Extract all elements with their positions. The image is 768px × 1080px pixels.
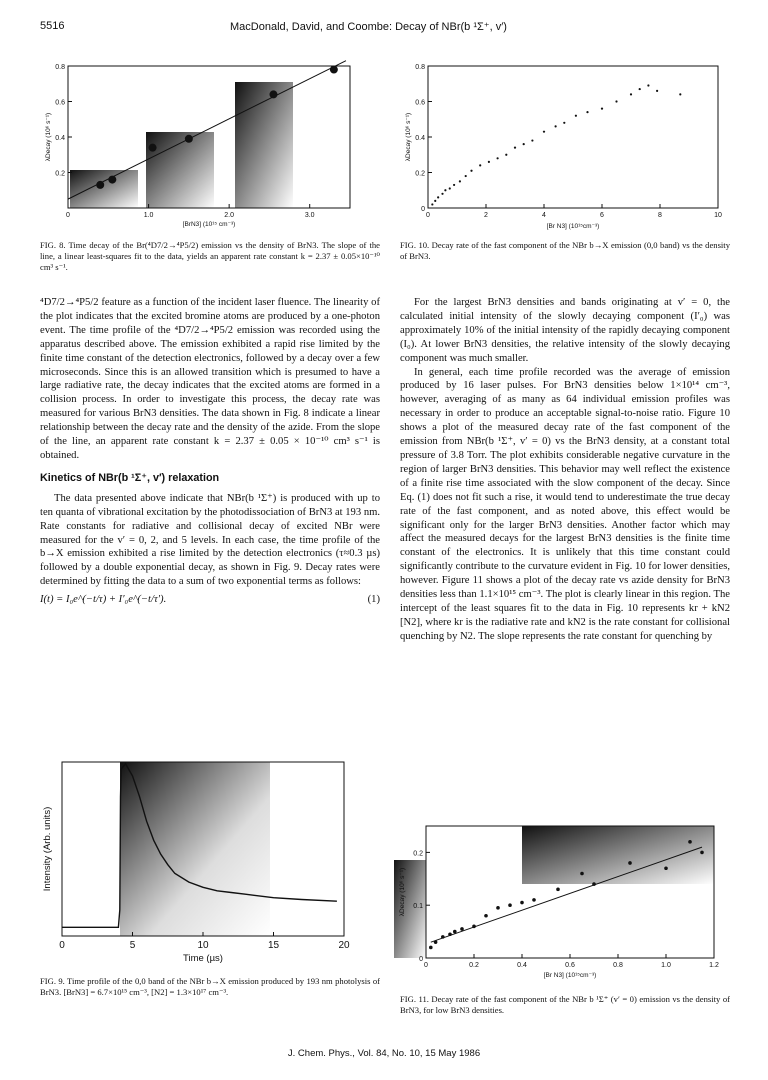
fig11-y-axis-label: λDecay (10⁶ s⁻¹) xyxy=(399,867,406,917)
fig10-data-point xyxy=(441,193,443,195)
fig11-data-point xyxy=(592,882,596,886)
fig10-data-point xyxy=(630,93,632,95)
fig11-data-point xyxy=(441,935,445,939)
fig11-data-point xyxy=(520,901,524,905)
fig10-data-point xyxy=(679,93,681,95)
fig10-data-point xyxy=(575,115,577,117)
fig8-data-point xyxy=(330,66,338,74)
fig10-y-tick-label: 0.8 xyxy=(415,64,425,71)
fig11-x-tick-label: 0.4 xyxy=(517,962,527,969)
fig10-data-point xyxy=(505,154,507,156)
fig11-data-point xyxy=(532,898,536,902)
fig10-y-tick-label: 0.4 xyxy=(415,135,425,142)
fig10-data-point xyxy=(523,143,525,145)
fig11-y-tick-label: 0.2 xyxy=(413,850,423,858)
fig10-data-point xyxy=(453,184,455,186)
fig10-y-tick-label: 0 xyxy=(421,206,425,213)
right-column xyxy=(400,296,730,644)
left-column xyxy=(40,296,380,621)
page-number: 5516 xyxy=(40,20,65,32)
equation-1 xyxy=(40,593,380,615)
fig11-data-point xyxy=(429,946,433,950)
fig10-y-tick-label: 0.6 xyxy=(415,99,425,107)
fig10-caption: FIG. 10. Decay rate of the fast component of the NBr b→X emission (0,0 band) vs the density of BrN3. xyxy=(400,240,730,261)
figure-10 xyxy=(400,60,730,235)
journal-footer: J. Chem. Phys., Vol. 84, No. 10, 15 May 1986 xyxy=(287,1048,481,1059)
right-paragraph-1: For the largest BrN3 densities and bands originating at v′ = 0, the calculated initial intensity of the slowly decaying component (I′₀) was approximately 10% of the initial intensity of the rapidly decaying component (I₀). At lower BrN3 densities, the relative intensity of the slowly decaying component was much smaller. xyxy=(400,297,730,364)
fig9-shade-block xyxy=(120,762,270,936)
fig11-y-tick-label: 0 xyxy=(419,956,423,963)
fig10-x-tick-label: 10 xyxy=(714,212,722,219)
figure-11 xyxy=(392,820,732,988)
fig11-data-point xyxy=(664,866,668,870)
fig8-y-tick-label: 0.2 xyxy=(55,170,65,178)
fig10-data-point xyxy=(615,100,617,102)
fig11-x-tick-label: 1.2 xyxy=(709,962,719,969)
fig11-data-point xyxy=(434,940,438,944)
fig10-data-point xyxy=(465,175,467,177)
fig10-x-tick-label: 8 xyxy=(658,212,662,219)
figure-8 xyxy=(40,60,380,235)
fig10-data-point xyxy=(437,196,439,198)
fig8-shade-block xyxy=(235,82,293,208)
left-paragraph-2: The data presented above indicate that NBr(b ¹Σ⁺) is produced with up to ten quanta of vibrational excitation by the photodissociation of BrN3 at 193 nm. Rate constants for radiative and collisional decay of excited NBr were measured for the v′ = 0, 2, and 5 levels. In each case, the time profile of the b→X emission exhibited a rise limited by the detection electronics (τ≈0.3 µs) followed by a double exponential decay, as shown in Fig. 9. Decay rates were determined by fitting the data to a sum of two exponential terms as follows: xyxy=(40,492,380,588)
fig10-frame xyxy=(428,66,718,208)
fig11-data-point xyxy=(496,906,500,910)
fig10-data-point xyxy=(656,90,658,92)
fig10-data-point xyxy=(470,170,472,172)
fig8-shade-block xyxy=(70,170,138,208)
fig8-x-tick-label: 0 xyxy=(66,212,70,219)
fig10-data-point xyxy=(601,108,603,110)
fig9-plot xyxy=(40,758,380,968)
fig10-x-tick-label: 0 xyxy=(426,212,430,219)
fig9-x-tick-label: 10 xyxy=(197,940,209,951)
fig10-data-point xyxy=(459,180,461,182)
fig10-data-point xyxy=(531,139,533,141)
fig10-x-tick-label: 2 xyxy=(484,212,488,219)
fig8-shading xyxy=(70,82,293,208)
fig8-y-tick-label: 0.8 xyxy=(55,64,65,71)
equation-number: (1) xyxy=(367,594,380,606)
fig10-data-point xyxy=(639,88,641,90)
fig8-data-point xyxy=(96,181,104,189)
fig9-x-tick-label: 5 xyxy=(129,940,136,951)
right-paragraph-2: In general, each time profile recorded was the average of emission produced by 16 laser pulses. For BrN3 densities below 1×10¹⁴ cm⁻³, however, averaging of as many as 64 individual emission profiles was necessary in order to produce an acceptable signal-to-noise ratio. Figure 10 shows a plot of the measured decay rate of the fast component of the emission from NBr(b ¹Σ⁺, v′ = 0) vs the BrN3 density, at a constant total pressure of 3.8 Torr. The plot exhibits considerable negative curvature in the region of larger BrN3 densities. This behavior may well reflect the existence of a finite rise time associated with the slow component of the decay. Since Eq. (1) does not fit such a rise, it would tend to underestimate the true decay rate of the fast component, and as noted above, this effect would be significant only for the larger BrN3 densities. Another factor which may affect the measured decays for the largest BrN3 densities is the finite time constant of the electronics. It is unlikely that this time constant could significantly contribute to the curvature evident in Fig. 10 for lower densities, however. Figure 11 shows a plot of the decay rate vs azide density for BrN3 densities less than 1.1×10¹⁵ cm⁻³. The plot is clearly linear in this region. The intercept of the least squares fit to the data in Fig. 10 represents kr + kN2 [N2], where kr is the radiative rate and kN2 is the rate constant for collisional quenching by N2. The slope represents the rate constant for quenching by xyxy=(400,366,730,642)
fig8-data-point xyxy=(269,90,277,98)
section-heading: Kinetics of NBr(b ¹Σ⁺, v′) relaxation xyxy=(40,471,220,484)
fig11-x-tick-label: 0.2 xyxy=(469,962,479,969)
fig11-x-tick-label: 0 xyxy=(424,962,428,969)
fig10-data-point xyxy=(434,200,436,202)
fig8-data-point xyxy=(149,144,157,152)
fig10-y-tick-label: 0.2 xyxy=(415,170,425,178)
fig10-x-axis-label: [Br N3] (10¹⁵cm⁻³) xyxy=(546,223,600,230)
fig11-data-point xyxy=(460,927,464,931)
fig8-y-axis-label: λDecay (10⁶ s⁻¹) xyxy=(45,112,52,162)
fig9-caption: FIG. 9. Time profile of the 0,0 band of the NBr b→X emission produced by 193 nm photolysis of BrN3. [BrN3] = 6.7×10¹⁵ cm⁻³, [N2] = 1.3×10¹⁷ cm⁻³. xyxy=(40,976,380,997)
running-title: MacDonald, David, and Coombe: Decay of NBr(b ¹Σ⁺, v′) xyxy=(230,21,507,33)
fig8-y-tick-label: 0.6 xyxy=(55,99,65,107)
fig11-data-point xyxy=(688,840,692,844)
fig10-x-tick-label: 4 xyxy=(542,212,546,219)
fig10-data-point xyxy=(497,157,499,159)
fig8-x-tick-label: 2.0 xyxy=(224,212,235,219)
fig11-x-tick-label: 1.0 xyxy=(661,962,671,969)
fig8-plot xyxy=(40,60,380,235)
fig11-data-point xyxy=(556,888,560,892)
fig11-data-point xyxy=(700,851,704,855)
fig8-x-tick-label: 3.0 xyxy=(304,212,315,219)
fig11-x-tick-label: 0.8 xyxy=(613,962,623,969)
fig11-data-point xyxy=(580,872,584,876)
fig10-data-point xyxy=(444,189,446,191)
fig8-caption: FIG. 8. Time decay of the Br(⁴D7/2→⁴P5/2) emission vs the density of BrN3. The slope of the line, a linear least-squares fit to the data, yields an apparent rate constant k = 2.37 ± 0.05×10⁻¹⁰ cm³ s⁻¹. xyxy=(40,240,380,272)
fig10-plot xyxy=(400,60,730,235)
fig9-x-axis-label: Time (µs) xyxy=(183,953,223,964)
equation-text: I(t) = I₀e^(−t/τ) + I′₀e^(−t/τ′). xyxy=(40,594,167,606)
fig8-data-point xyxy=(108,176,116,184)
fig11-y-tick-label: 0.1 xyxy=(413,903,423,911)
fig11-data-point xyxy=(628,861,632,865)
fig10-data-point xyxy=(543,131,545,133)
left-paragraph-1: ⁴D7/2→⁴P5/2 feature as a function of the incident laser fluence. The linearity of the plot indicates that the excited bromine atoms are produced by a one-photon event. The time profile of the ⁴D7/2→⁴P5/2 emission was recorded using the apparatus described above. The emission exhibited a rapid rise limited by the finite time constant of the detection electronics, followed by a decay over a few microseconds. Since this is an allowed transition which is presumed to have a large radiative rate, the decay indicates that the excited atoms are formed in a collision process. In order to investigate this process, the decay rate was measured for various BrN3 densities. The data shown in Fig. 8 indicate a linear relationship between the decay rate and the density of the azide. From the slope of the line, an apparent rate constant k = 2.37 ± 0.05 × 10⁻¹⁰ cm³ s⁻¹ is obtained. xyxy=(40,297,380,461)
fig10-data-point xyxy=(647,84,649,86)
fig10-data-point xyxy=(586,111,588,113)
fig11-caption: FIG. 11. Decay rate of the fast component of the NBr b ¹Σ⁺ (v′ = 0) emission vs the density of BrN3, for low BrN3 densities. xyxy=(400,994,730,1015)
fig10-data-point xyxy=(431,203,433,205)
fig11-shade-block xyxy=(522,826,714,884)
fig9-shading xyxy=(120,762,270,936)
fig9-x-tick-label: 0 xyxy=(59,940,65,951)
fig10-data-point xyxy=(449,187,451,189)
fig9-x-tick-label: 15 xyxy=(267,940,280,951)
fig10-data-point xyxy=(479,164,481,166)
figure-9 xyxy=(40,758,380,968)
fig11-x-tick-label: 0.6 xyxy=(565,962,575,969)
fig10-data-point xyxy=(555,125,557,127)
fig11-x-axis-label: [Br N3] (10¹⁵cm⁻³) xyxy=(543,972,597,979)
fig11-data-point xyxy=(453,930,457,934)
fig9-y-axis-label: Intensity (Arb. units) xyxy=(42,806,53,892)
fig8-x-tick-label: 1.0 xyxy=(143,212,154,219)
fig8-data-point xyxy=(185,135,193,143)
fig11-data-point xyxy=(448,932,452,936)
fig11-data-point xyxy=(484,914,488,918)
fig9-x-tick-label: 20 xyxy=(338,940,350,951)
fig10-data-point xyxy=(563,122,565,124)
fig10-x-tick-label: 6 xyxy=(600,212,604,219)
fig8-y-tick-label: 0.4 xyxy=(55,135,65,142)
fig11-data-point xyxy=(508,903,512,907)
fig8-x-axis-label: [BrN3] (10¹⁵ cm⁻³) xyxy=(182,221,236,228)
fig11-plot xyxy=(392,820,732,988)
fig10-y-axis-label: λDecay (10⁶ s⁻¹) xyxy=(405,112,412,162)
fig11-data-point xyxy=(472,925,476,929)
fig10-data-point xyxy=(488,161,490,163)
fig10-data-point xyxy=(514,147,516,149)
